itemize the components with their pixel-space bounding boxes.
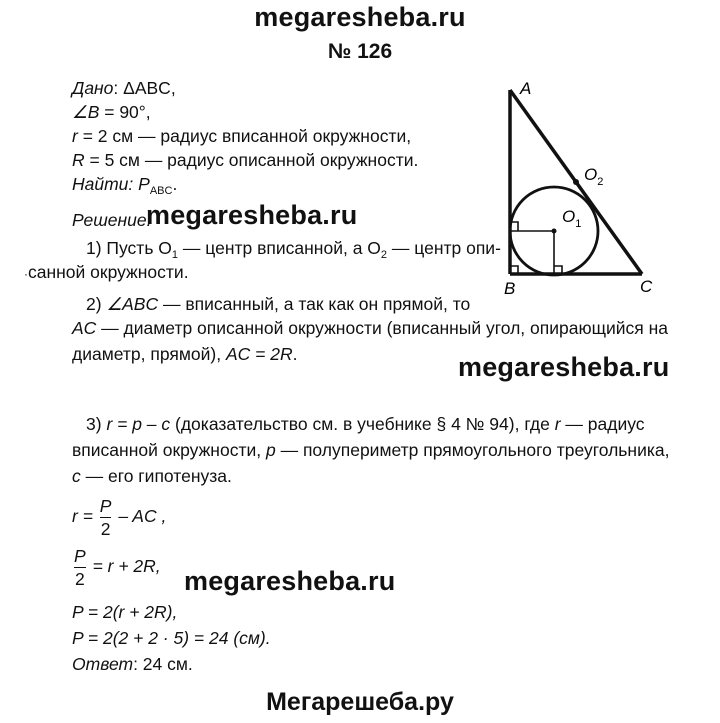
- step1-sub1: 1: [171, 249, 179, 261]
- step2-line2: [72, 316, 668, 340]
- step2-text: — вписанный, а так как он прямой, то: [158, 294, 471, 314]
- step2-text2: — диаметр описанной окружности (вписанный угол, опирающийся на: [96, 318, 669, 338]
- given-line-3: [72, 124, 411, 148]
- step3-line2: [72, 438, 670, 462]
- given-r-var: r: [72, 126, 78, 146]
- given-R-var: R: [72, 150, 85, 170]
- center-O1: [552, 229, 557, 234]
- step2-angle: ∠ABC: [106, 294, 159, 314]
- step2-formula: AC = 2R: [225, 344, 293, 364]
- step1-part-c: — центр опи-: [387, 238, 501, 258]
- step2-AC: AC: [72, 318, 97, 338]
- find-label: Найти: [72, 174, 129, 194]
- step3-num: 3): [86, 414, 107, 434]
- problem-number: № 126: [327, 40, 393, 63]
- watermark-mid: megaresheba.ru: [458, 352, 670, 382]
- equation-3: P = 2(r + 2R),: [72, 602, 178, 622]
- equation-2: [72, 546, 161, 589]
- label-C: C: [640, 277, 653, 296]
- eq2-right: = r + 2R,: [92, 556, 161, 577]
- answer-line: [72, 652, 193, 676]
- footer-watermark: Мегарешеба.ру: [266, 688, 454, 716]
- equation-4: P = 2(2 + 2 · 5) = 24 (см).: [72, 628, 271, 648]
- step1-part-d: санной окружности.: [28, 262, 189, 282]
- given-triangle: : ΔABC,: [113, 78, 176, 98]
- label-A: A: [520, 79, 532, 98]
- find-end: .: [172, 174, 178, 194]
- label-B: B: [504, 279, 516, 296]
- eq1-den: 2: [100, 519, 111, 539]
- given-angle: ∠B: [72, 102, 100, 122]
- label-O2: $O_2$: [584, 165, 604, 188]
- step3-formula: r = p – c: [106, 414, 171, 434]
- equation-1: [72, 496, 166, 539]
- step2-end: .: [292, 344, 298, 364]
- given-line-1: [72, 76, 176, 100]
- header-watermark: megaresheba.ru: [254, 2, 466, 32]
- given-label: Дано: [72, 78, 114, 98]
- label-O1: $O_1$: [562, 207, 582, 230]
- triangle-figure: [490, 76, 665, 296]
- answer-value: : 24 см.: [133, 654, 193, 674]
- given-line-2: [72, 100, 151, 124]
- solution-watermark: megaresheba.ru: [146, 200, 358, 230]
- step1-part-a: 1) Пусть O: [86, 238, 172, 258]
- given-angle-value: = 90°,: [99, 102, 151, 122]
- eq1-fraction: [100, 496, 112, 539]
- find-P: : P: [128, 174, 150, 194]
- step3-text2: — радиус: [560, 414, 645, 434]
- eq1-right: – AC ,: [118, 506, 167, 527]
- eq1-left: r =: [72, 506, 93, 527]
- eq2-den: 2: [74, 569, 85, 589]
- step1-line2: ·санной окружности.: [24, 262, 189, 282]
- step3-text1: (доказательство см. в учебнике § 4 № 94), где: [170, 414, 555, 434]
- find-line: [72, 172, 177, 203]
- step3-line1: [86, 412, 645, 436]
- solution-label: Решение.: [72, 210, 152, 230]
- given-r-text: = 2 см — радиус вписанной окружности,: [77, 126, 412, 146]
- step2-line1: [86, 292, 470, 316]
- watermark-lower: megaresheba.ru: [184, 566, 396, 596]
- step2-text3: диаметр, прямой),: [72, 344, 226, 364]
- step1-part-b: — центр вписанной, а O: [178, 238, 381, 258]
- eq2-fraction: [74, 546, 86, 589]
- step3-text5: — его гипотенуза.: [80, 466, 232, 486]
- eq1-num: P: [99, 496, 112, 516]
- step2-line3: [72, 342, 297, 366]
- given-R-text: = 5 см — радиус описанной окружности.: [84, 150, 419, 170]
- step3-r: r: [554, 414, 561, 434]
- step3-c: c: [72, 466, 81, 486]
- find-sub: ABC: [149, 185, 173, 197]
- step3-text3: вписанной окружности,: [72, 440, 266, 460]
- step1-sub2: 2: [380, 249, 388, 261]
- step2-num: 2): [86, 294, 107, 314]
- eq2-num: P: [74, 546, 86, 566]
- step3-line3: [72, 464, 232, 488]
- step3-text4: — полупериметр прямоугольного треугольника,: [275, 440, 670, 460]
- step3-p: p: [265, 440, 276, 460]
- given-line-4: [72, 148, 418, 172]
- answer-label: Ответ: [72, 654, 134, 674]
- center-O2: [573, 179, 579, 185]
